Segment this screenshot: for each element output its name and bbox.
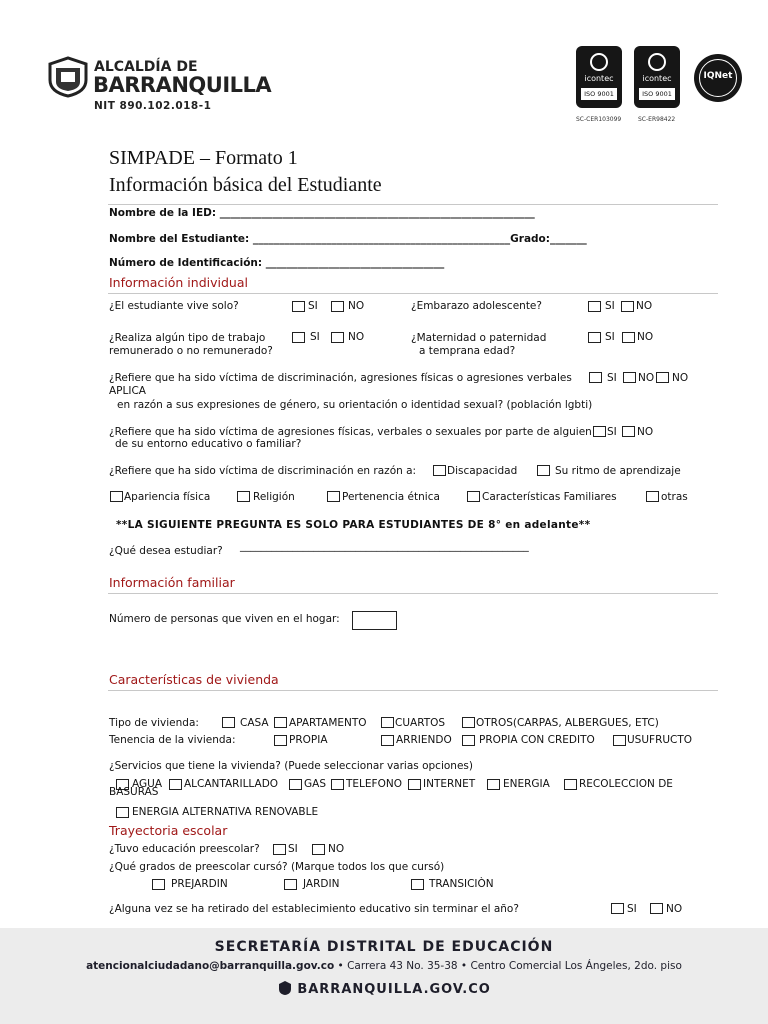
opt-propia-credito: PROPIA CON CREDITO [479,734,595,746]
propia-credito-checkbox[interactable] [462,735,475,746]
q-servicios: ¿Servicios que tiene la vivienda? (Puede seleccionar varias opciones) [109,760,473,772]
divider [108,593,718,594]
q-discrim-2: APLICA [109,385,146,397]
recoleccion-checkbox[interactable] [564,779,577,790]
city-seal-icon [46,56,90,98]
telefono-checkbox[interactable] [331,779,344,790]
internet-checkbox[interactable] [408,779,421,790]
agresion-no-checkbox[interactable] [622,426,635,437]
logo-line1: ALCALDÍA DE [94,59,198,75]
opt-no: NO [672,372,689,384]
opt-familiares: Características Familiares [482,491,617,503]
divider [108,690,718,691]
ied-field[interactable]: Nombre de la IED: ____________________________________________________________ [109,207,535,219]
opt-agua: AGUA [132,778,163,790]
nit: NIT 890.102.018-1 [94,100,212,112]
cert-code-1: SC-CER103099 [576,116,622,123]
logo-line2: BARRANQUILLA [93,73,272,97]
footer-department: SECRETARÍA DISTRITAL DE EDUCACIÓN [214,939,554,955]
opt-gas: GAS [304,778,326,790]
divider [108,293,718,294]
otras-checkbox[interactable] [646,491,659,502]
cert-brand: icontec [584,74,614,83]
q-agresion-1: ¿Refiere que ha sido víctima de agresiones físicas, verbales o sexuales por parte de alguien [109,426,592,438]
q-grados: ¿Qué grados de preescolar cursó? (Marque todos los que cursó) [109,861,445,873]
icontec-icon [648,53,666,71]
opt-si: SI [310,331,320,343]
opt-energia-alternativa: ENERGIA ALTERNATIVA RENOVABLE [132,806,319,818]
opt-no: NO [348,300,365,312]
discrim-no-checkbox[interactable] [623,372,636,383]
footer-contact [0,960,768,972]
apartamento-checkbox[interactable] [274,717,287,728]
opt-si: SI [605,300,615,312]
city-logo [46,56,272,116]
q-agresion-2: de su entorno educativo o familiar? [115,438,302,450]
cert-standard: ISO 9001 [639,88,675,100]
opt-recoleccion: RECOLECCION DE [579,778,673,790]
opt-transicion: TRANSICIÒN [429,878,494,890]
opt-internet: INTERNET [423,778,476,790]
cert-brand: icontec [642,74,672,83]
q-retiro: ¿Alguna vez se ha retirado del establecimiento educativo sin terminar el año? [109,903,519,915]
familiares-checkbox[interactable] [467,491,480,502]
opt-si: SI [607,372,617,384]
icontec-icon [590,53,608,71]
section-individual: Información individual [109,275,248,290]
opt-apariencia: Apariencia física [124,491,211,503]
opt-si: SI [605,331,615,343]
q-discrim-razon: ¿Refiere que ha sido víctima de discriminación en razón a: [109,465,417,477]
opt-alcantarillado: ALCANTARILLADO [184,778,279,790]
trabajo-no-checkbox[interactable] [331,332,344,343]
section-familiar: Información familiar [109,575,235,590]
opt-si: SI [308,300,318,312]
q-discrim-3: en razón a sus expresiones de género, su orientación o identidad sexual? (población lgbti) [117,399,593,411]
usufructo-checkbox[interactable] [613,735,626,746]
opt-no: NO [637,331,654,343]
agresion-si-checkbox[interactable] [593,426,606,437]
maternidad-si-checkbox[interactable] [588,332,601,343]
student-name-field[interactable]: Nombre del Estudiante: _________________________________________________Grado:_______ [109,233,587,245]
q-trabajo-1: ¿Realiza algún tipo de trabajo [109,332,266,344]
preescolar-si-checkbox[interactable] [273,844,286,855]
opt-religion: Religión [253,491,295,503]
page-footer [0,928,768,1024]
opt-arriendo: ARRIENDO [396,734,452,746]
iqnet-label: IQNet [703,71,733,81]
opt-no: NO [666,903,683,915]
q-estudiar: ¿Qué desea estudiar? [109,545,223,557]
opt-prejardin: PREJARDIN [171,878,228,890]
vive-solo-si-checkbox[interactable] [292,301,305,312]
religion-checkbox[interactable] [237,491,250,502]
ritmo-checkbox[interactable] [537,465,550,476]
cuartos-checkbox[interactable] [381,717,394,728]
footer-site-label: BARRANQUILLA.GOV.CO [297,982,491,997]
estudiar-field[interactable]: _______________________________________________________ [240,540,529,552]
opt-basuras: BASURAS [109,786,159,798]
embarazo-no-checkbox[interactable] [621,301,634,312]
q-tenencia: Tenencia de la vivienda: [109,734,236,746]
opt-apartamento: APARTAMENTO [289,717,367,729]
q-discrim-1: ¿Refiere que ha sido víctima de discriminación, agresiones físicas o agresiones verbales [109,372,572,384]
opt-si: SI [627,903,637,915]
opt-si: SI [288,843,298,855]
id-number-field[interactable]: Número de Identificación: __________________________________ [109,257,445,269]
iqnet-cert [694,54,742,102]
energia-alternativa-checkbox[interactable] [116,807,129,818]
jardin-checkbox[interactable] [284,879,297,890]
opt-casa: CASA [240,717,269,729]
discrim-si-checkbox[interactable] [589,372,602,383]
section-vivienda: Características de vivienda [109,672,279,687]
q-tipo: Tipo de vivienda: [109,717,199,729]
opt-propia: PROPIA [289,734,328,746]
opt-no: NO [636,300,653,312]
form-title: SIMPADE – Formato 1 [109,147,298,169]
casa-checkbox[interactable] [222,717,235,728]
q-preescolar: ¿Tuvo educación preescolar? [109,843,260,855]
section-trayectoria: Trayectoria escolar [109,823,228,838]
trabajo-si-checkbox[interactable] [292,332,305,343]
q-maternidad-2: a temprana edad? [419,345,516,357]
opt-no: NO [348,331,365,343]
opt-otros: OTROS(CARPAS, ALBERGUES, ETC) [476,717,659,729]
opt-otras: otras [661,491,688,503]
prejardin-checkbox[interactable] [152,879,165,890]
vive-solo-no-checkbox[interactable] [331,301,344,312]
footer-email[interactable]: atencionalciudadano@barranquilla.gov.co [86,960,335,972]
q-embarazo: ¿Embarazo adolescente? [411,300,542,312]
opt-no: NO [328,843,345,855]
maternidad-no-checkbox[interactable] [622,332,635,343]
otros-checkbox[interactable] [462,717,475,728]
note-grade-8: **LA SIGUIENTE PREGUNTA ES SOLO PARA ESTUDIANTES DE 8° en adelante** [116,519,591,531]
retiro-si-checkbox[interactable] [611,903,624,914]
preescolar-no-checkbox[interactable] [312,844,325,855]
discrim-no-aplica-checkbox[interactable] [656,372,669,383]
footer-address: • Carrera 43 No. 35-38 • Centro Comercial Los Ángeles, 2do. piso [334,960,682,972]
q-vive-solo: ¿El estudiante vive solo? [109,300,239,312]
opt-jardin: JARDIN [303,878,340,890]
q-maternidad-1: ¿Maternidad o paternidad [411,332,547,344]
q-trabajo-2: remunerado o no remunerado? [109,345,273,357]
etnica-checkbox[interactable] [327,491,340,502]
opt-ritmo: Su ritmo de aprendizaje [555,465,681,477]
opt-cuartos: CUARTOS [395,717,446,729]
cert-standard: ISO 9001 [581,88,617,100]
opt-si: SI [607,426,617,438]
city-seal-icon [277,980,293,996]
opt-usufructo: USUFRUCTO [627,734,693,746]
cert-code-2: SC-ER98422 [638,116,676,123]
opt-energia: ENERGIA [503,778,550,790]
divider [108,204,718,205]
icontec-cert-1 [576,46,622,108]
arriendo-checkbox[interactable] [381,735,394,746]
footer-site[interactable] [0,980,768,997]
retiro-no-checkbox[interactable] [650,903,663,914]
discapacidad-checkbox[interactable] [433,465,446,476]
alcantarillado-checkbox[interactable] [169,779,182,790]
opt-no: NO [638,372,655,384]
transicion-checkbox[interactable] [411,879,424,890]
gas-checkbox[interactable] [289,779,302,790]
personas-input[interactable] [352,611,397,630]
opt-etnica: Pertenencia étnica [342,491,440,503]
propia-checkbox[interactable] [274,735,287,746]
embarazo-si-checkbox[interactable] [588,301,601,312]
opt-no: NO [637,426,654,438]
apariencia-checkbox[interactable] [110,491,123,502]
q-personas: Número de personas que viven en el hogar: [109,613,340,625]
opt-discapacidad: Discapacidad [447,465,518,477]
icontec-cert-2 [634,46,680,108]
form-subtitle: Información básica del Estudiante [109,174,382,196]
energia-checkbox[interactable] [487,779,500,790]
opt-telefono: TELEFONO [346,778,402,790]
